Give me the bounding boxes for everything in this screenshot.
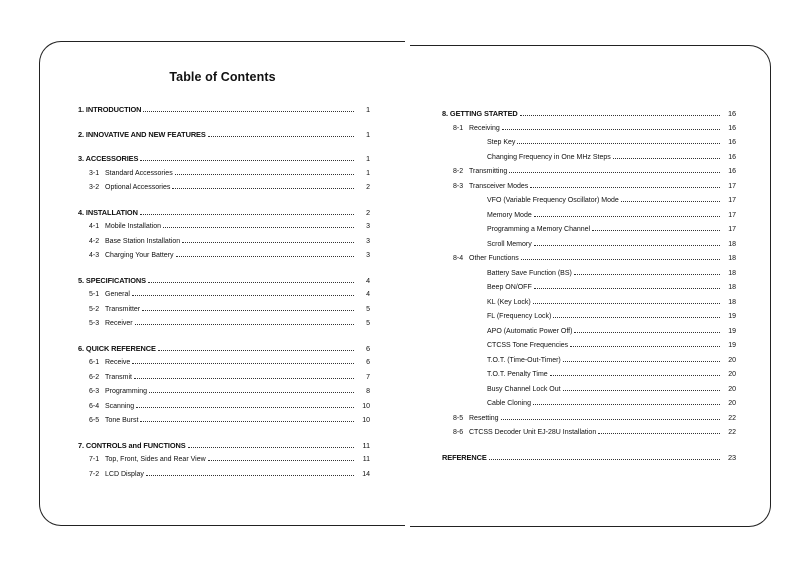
dot-leader [489,458,720,460]
dot-leader [613,157,720,159]
dot-leader [175,173,354,175]
dot-leader [533,302,720,304]
toc-subsection-entry[interactable] [442,180,736,195]
toc-entry-title: Transmit [105,373,132,381]
toc-entry-label-group [442,151,611,166]
dot-leader [533,403,720,405]
toc-entry-label-group [442,180,528,195]
toc-entry-label-group [78,103,141,118]
toc-entry-number: 8-3 [453,182,464,190]
section-gap [78,118,370,128]
toc-entry-title: APO (Automatic Power Off) [487,327,573,335]
toc-entry-title: Scanning [105,402,135,410]
toc-section-entry[interactable] [442,107,736,122]
dot-leader [136,406,354,408]
toc-entry-label-group [442,122,500,137]
toc-section-entry[interactable] [78,152,370,167]
dot-leader [208,135,354,137]
toc-entry-label-group [442,209,532,224]
dot-leader [182,241,354,243]
toc-entry-label-group [442,223,590,238]
toc-entry-title: FL (Frequency Lock) [487,313,552,320]
toc-entry-title: Top, Front, Sides and Rear View [105,456,206,463]
toc-subsection-entry[interactable] [78,288,370,303]
dot-leader [574,273,720,275]
toc-entry-label-group [78,439,186,454]
toc-page-number: 17 [728,197,736,204]
toc-entry-label-group [442,339,568,354]
toc-entry-title: 4. INSTALLATION [78,207,138,217]
toc-page-number: 22 [728,414,736,422]
toc-page-number: 19 [728,327,736,335]
dot-leader [502,128,720,130]
toc-entry-label-group [78,356,130,371]
toc-entry-title: Other Functions [469,255,519,262]
toc-entry-label-group [78,468,144,483]
toc-entry-label-group [78,249,174,264]
toc-entry-number: 8-6 [453,429,464,436]
toc-entry-label-group [78,167,173,182]
toc-entry-title: CTCSS Decoder Unit EJ-28U Installation [469,429,597,436]
dot-leader [149,391,354,393]
toc-page-number: 23 [727,452,736,462]
toc-subsection-entry[interactable] [78,317,370,332]
dot-leader [534,287,720,289]
toc-subsubsection-entry[interactable] [442,383,736,398]
toc-entry-title: Charging Your Battery [105,252,174,259]
toc-page-number: 17 [728,182,736,190]
toc-page-number: 1 [365,105,370,114]
toc-entry-number: 6-4 [89,402,100,410]
toc-entry-label-group [78,453,206,468]
toc-entry-title: REFERENCE [442,452,487,462]
toc-entry-label-group [78,206,138,221]
toc-page-number: 5 [366,305,370,313]
toc-page-number: 19 [728,313,736,320]
toc-page-number: 2 [365,207,370,217]
toc-subsubsection-entry[interactable] [442,368,736,383]
toc-page-number: 1 [366,169,370,177]
dot-leader [517,142,720,144]
toc-page-number: 10 [362,402,370,410]
toc-subsubsection-entry[interactable] [442,136,736,151]
section-gap [78,142,370,152]
toc-entry-label-group [78,288,130,303]
toc-page-number: 18 [728,255,736,262]
toc-subsection-entry[interactable] [78,220,370,235]
toc-page-number: 4 [365,275,370,285]
toc-entry-title: 3. ACCESSORIES [78,154,139,163]
toc-page-number: 18 [728,240,736,248]
right-page [410,45,771,527]
toc-entry-label-group [78,317,133,332]
toc-entry-label-group [442,238,532,253]
toc-section-entry[interactable] [78,128,370,143]
toc-entry-title: Receiving [469,124,500,132]
toc-page-number: 18 [728,298,736,306]
toc-subsection-entry[interactable] [78,371,370,386]
toc-subsubsection-entry[interactable] [442,339,736,354]
toc-entry-label-group [442,296,531,311]
toc-entry-title: Step Key [487,139,516,146]
toc-subsection-entry[interactable] [78,356,370,371]
toc-entry-title: Memory Mode [487,211,532,219]
toc-page-number: 10 [362,417,370,424]
toc-entry-number: 7-1 [89,456,100,463]
toc-entry-label-group [78,128,206,143]
toc-entry-title: Transceiver Modes [469,182,529,190]
toc-subsubsection-entry[interactable] [442,209,736,224]
dot-leader [172,187,354,189]
toc-entry-label-group [78,152,138,167]
toc-subsection-entry[interactable] [78,249,370,264]
toc-section-entry[interactable] [78,103,370,118]
toc-entry-title: T.O.T. (Time-Out-Timer) [487,356,561,364]
toc-entry-title: 1. INTRODUCTION [78,105,142,114]
dot-leader [553,316,720,318]
toc-entry-title: CTCSS Tone Frequencies [487,342,569,349]
dot-leader [534,215,720,217]
toc-entry-title: Optional Accessories [105,184,171,191]
toc-entry-label-group [442,252,519,267]
toc-entry-label-group [78,400,134,415]
toc-entry-title: Cable Cloning [487,400,531,407]
toc-entry-number: 8-5 [453,414,464,422]
dot-leader [534,244,720,246]
toc-subsection-entry[interactable] [442,412,736,427]
toc-entry-label-group [442,354,561,369]
toc-entry-number: 5-3 [89,320,100,327]
dot-leader [574,331,720,333]
toc-entry-label-group [78,342,156,357]
toc-page-number: 18 [728,284,736,291]
toc-subsection-entry[interactable] [442,426,736,441]
toc-entry-label-group [442,397,531,412]
toc-page-number: 1 [365,129,370,139]
toc-entry-number: 6-5 [89,417,100,424]
toc-subsubsection-entry[interactable] [442,281,736,296]
toc-entry-label-group [442,281,532,296]
section-gap [78,196,370,206]
toc-subsection-entry[interactable] [78,414,370,429]
dot-leader [143,110,354,112]
toc-page-number: 16 [728,124,736,132]
toc-entry-label-group [78,220,161,235]
toc-page-number: 16 [728,139,736,146]
toc-page-number: 16 [728,153,736,161]
toc-page-number: 20 [728,385,736,393]
toc-subsection-entry[interactable] [78,453,370,468]
toc-page-number: 3 [366,252,370,259]
toc-entry-number: 3-2 [89,184,100,191]
toc-entry-number: 4-2 [89,237,100,245]
dot-leader [140,213,354,215]
dot-leader [132,294,354,296]
toc-entry-title: Beep ON/OFF [487,284,532,291]
toc-entry-label-group [78,274,146,289]
toc-page-number: 19 [728,342,736,349]
toc-page-number: 4 [366,291,370,298]
toc-entry-number: 3-1 [89,169,100,177]
toc-subsubsection-entry[interactable] [442,310,736,325]
dot-leader [550,374,720,376]
toc-entry-label-group [78,235,180,250]
toc-entry-label-group [442,383,561,398]
toc-entry-label-group [442,165,507,180]
toc-page-number: 6 [366,359,370,366]
toc-entry-title: Tone Burst [105,417,139,424]
toc-page-number: 3 [366,237,370,245]
toc-entry-number: 8-4 [453,255,464,262]
toc-page-number: 8 [366,388,370,395]
toc-page-number: 18 [728,269,736,277]
toc-page-number: 14 [362,470,370,478]
toc-subsection-entry[interactable] [442,122,736,137]
toc-entry-title: Scroll Memory [487,240,532,248]
dot-leader [521,258,720,260]
left-page [39,41,405,526]
toc-list-right [442,107,736,465]
dot-leader [592,229,720,231]
toc-entry-label-group [442,267,572,282]
toc-entry-title: Resetting [469,414,499,422]
section-gap [442,441,736,451]
toc-subsubsection-entry[interactable] [442,296,736,311]
toc-page-number: 20 [728,371,736,378]
toc-entry-label-group [442,412,499,427]
toc-entry-number: 7-2 [89,470,100,478]
toc-section-entry[interactable] [78,342,370,357]
dot-leader [509,171,720,173]
toc-section-entry[interactable] [442,451,736,466]
toc-entry-title: Standard Accessories [105,169,173,177]
toc-entry-label-group [78,414,138,429]
toc-entry-title: Programming [105,388,148,395]
toc-page-number: 16 [727,109,736,118]
toc-subsection-entry[interactable] [78,468,370,483]
toc-page-number: 16 [728,168,736,175]
toc-entry-title: Changing Frequency in One MHz Steps [487,153,611,161]
toc-entry-title: KL (Key Lock) [487,298,531,306]
toc-page-number: 11 [362,456,370,463]
toc-page-number: 20 [728,356,736,364]
toc-entry-label-group [78,303,140,318]
toc-entry-title: 6. QUICK REFERENCE [78,343,156,353]
toc-page-number: 20 [728,400,736,407]
toc-entry-title: LCD Display [105,470,144,478]
toc-section-entry[interactable] [78,206,370,221]
toc-title: Table of Contents [169,70,276,84]
dot-leader [158,349,354,351]
toc-subsection-entry[interactable] [78,181,370,196]
toc-subsection-entry[interactable] [78,235,370,250]
toc-entry-number: 6-2 [89,373,100,381]
toc-entry-title: Transmitting [469,168,508,175]
toc-entry-number: 5-2 [89,305,100,313]
dot-leader [570,345,720,347]
toc-entry-number: 6-1 [89,359,100,366]
toc-entry-label-group [78,371,132,386]
toc-entry-title: 5. SPECIFICATIONS [78,275,146,285]
toc-entry-label-group [442,136,515,151]
toc-entry-label-group [442,325,572,340]
toc-subsection-entry[interactable] [78,400,370,415]
toc-entry-title: General [105,291,130,298]
toc-entry-title: 7. CONTROLS and FUNCTIONS [78,440,186,450]
section-gap [78,429,370,439]
toc-page-number: 3 [366,223,370,230]
toc-entry-number: 4-1 [89,223,100,230]
toc-page-number: 7 [366,373,370,381]
toc-subsubsection-entry[interactable] [442,151,736,166]
toc-page-number: 22 [728,429,736,436]
dot-leader [135,323,354,325]
toc-entry-title: 8. GETTING STARTED [442,109,518,118]
dot-leader [188,446,354,448]
toc-page-number: 2 [366,184,370,191]
toc-page-number: 5 [366,320,370,327]
dot-leader [140,420,354,422]
toc-subsubsection-entry[interactable] [442,354,736,369]
toc-entry-label-group [78,385,147,400]
toc-subsection-entry[interactable] [78,167,370,182]
dot-leader [501,418,720,420]
toc-page-number: 11 [362,440,370,450]
toc-subsubsection-entry[interactable] [442,267,736,282]
section-gap [78,264,370,274]
toc-entry-title: Busy Channel Lock Out [487,385,561,393]
toc-entry-label-group [442,426,596,441]
section-gap [78,332,370,342]
toc-entry-number: 8-2 [453,168,464,175]
dot-leader [163,226,354,228]
dot-leader [132,362,354,364]
toc-subsubsection-entry[interactable] [442,238,736,253]
toc-subsubsection-entry[interactable] [442,194,736,209]
toc-entry-title: Base Station Installation [105,237,181,245]
toc-entry-title: Programming a Memory Channel [487,226,591,233]
dot-leader [621,200,720,202]
dot-leader [176,255,355,257]
toc-entry-title: Battery Save Function (BS) [487,269,572,277]
toc-page-number: 17 [728,211,736,219]
toc-entry-title: T.O.T. Penalty Time [487,371,548,378]
dot-leader [530,186,720,188]
toc-entry-number: 4-3 [89,252,100,259]
toc-subsection-entry[interactable] [78,303,370,318]
toc-entry-number: 8-1 [453,124,464,132]
toc-section-entry[interactable] [78,439,370,454]
toc-page-number: 17 [728,226,736,233]
dot-leader [208,459,354,461]
toc-subsection-entry[interactable] [78,385,370,400]
toc-page-number: 1 [365,154,370,163]
toc-subsubsection-entry[interactable] [442,325,736,340]
toc-entry-title: Receive [105,359,131,366]
toc-entry-title: VFO (Variable Frequency Oscillator) Mode [487,197,619,204]
dot-leader [148,281,354,283]
toc-entry-title: Transmitter [105,305,141,313]
dot-leader [598,432,720,434]
toc-list-left [78,103,370,482]
dot-leader [520,114,720,116]
toc-subsection-entry[interactable] [442,165,736,180]
toc-entry-label-group [442,107,518,122]
dot-leader [140,159,354,161]
toc-page-number: 6 [365,343,370,353]
toc-subsubsection-entry[interactable] [442,397,736,412]
dot-leader [142,309,354,311]
toc-entry-number: 6-3 [89,388,100,395]
toc-entry-label-group [442,368,548,383]
toc-entry-label-group [442,310,551,325]
toc-subsection-entry[interactable] [442,252,736,267]
toc-subsubsection-entry[interactable] [442,223,736,238]
dot-leader [146,474,354,476]
toc-entry-title: Mobile Installation [105,223,162,230]
toc-entry-title: Receiver [105,320,133,327]
dot-leader [563,389,720,391]
dot-leader [134,377,354,379]
toc-entry-label-group [442,451,487,466]
toc-section-entry[interactable] [78,274,370,289]
dot-leader [563,360,720,362]
toc-entry-label-group [442,194,619,209]
toc-entry-number: 5-1 [89,291,100,298]
toc-entry-label-group [78,181,170,196]
toc-entry-title: 2. INNOVATIVE AND NEW FEATURES [78,129,206,139]
